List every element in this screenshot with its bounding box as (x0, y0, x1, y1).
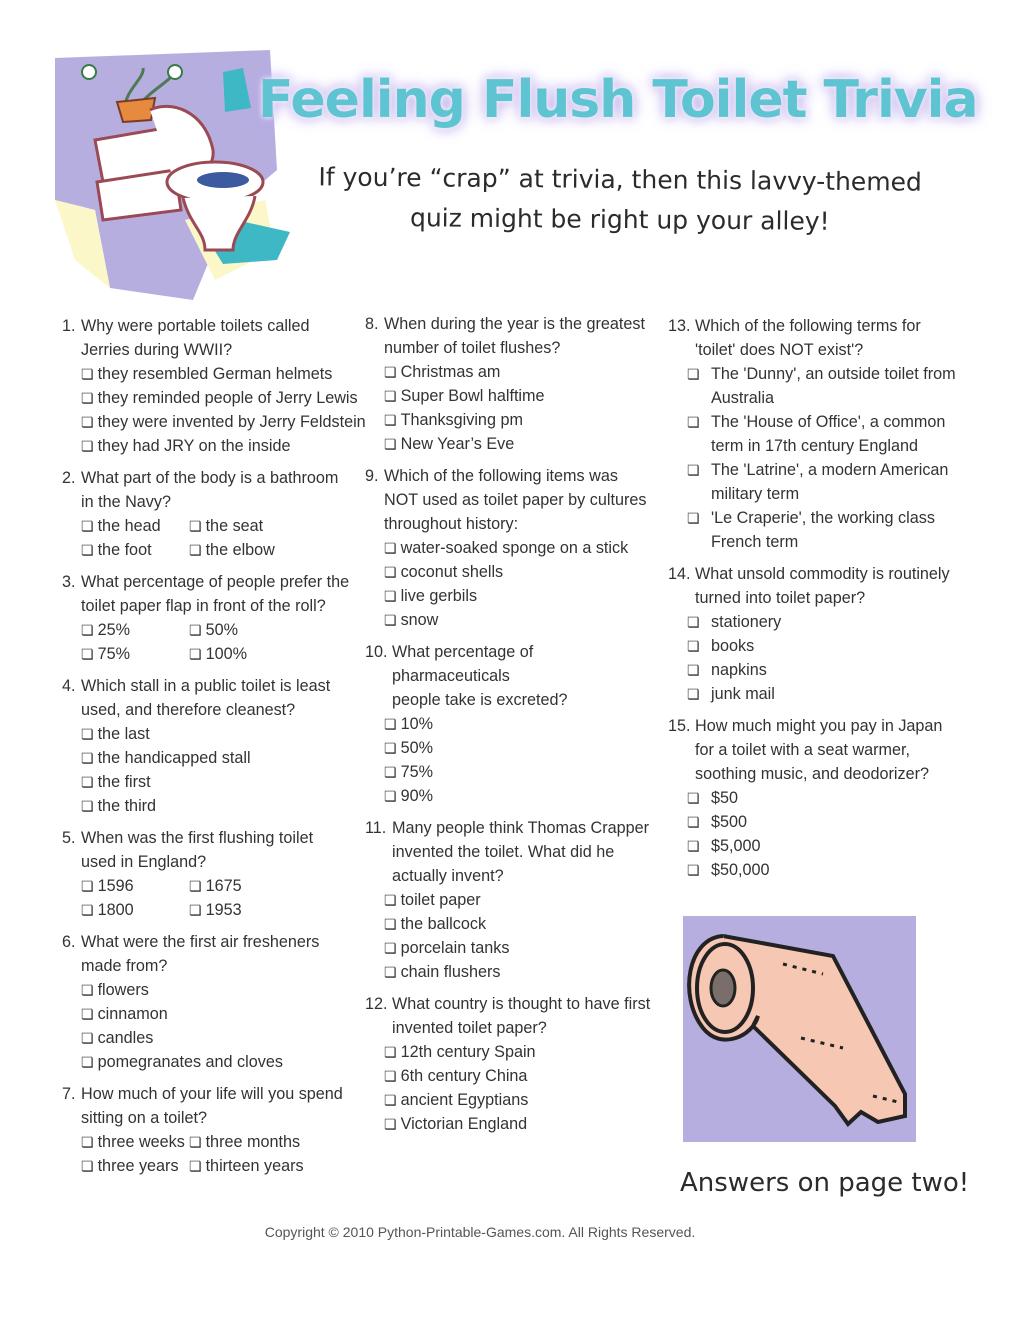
question-number: 13. (668, 317, 691, 335)
answer-option-label: 1675 (205, 877, 242, 895)
question-line: turned into toilet paper? (695, 589, 866, 607)
question-line: in the Navy? (81, 493, 171, 511)
question-line: used in England? (81, 853, 207, 871)
question-number: 3. (62, 573, 76, 591)
answer-option[interactable] (384, 784, 655, 808)
copyright: Copyright © 2010 Python-Printable-Games.com. All Rights Reserved. (264, 1224, 696, 1240)
answer-option-label: snow (400, 611, 439, 629)
checkbox-icon[interactable]: ❏ (81, 982, 94, 998)
checkbox-icon[interactable]: ❏ (189, 542, 202, 558)
answer-option[interactable] (384, 1088, 655, 1112)
answer-option[interactable] (687, 810, 958, 834)
checkbox-icon[interactable]: ❏ (81, 414, 94, 430)
answer-option[interactable] (81, 1130, 189, 1154)
question-4 (62, 674, 352, 818)
question-line: What country is thought to have first (392, 995, 651, 1013)
checkbox-icon[interactable]: ❏ (81, 646, 94, 662)
checkbox-icon[interactable]: ❏ (384, 412, 397, 428)
subtitle (300, 157, 941, 243)
answer-option[interactable] (189, 538, 299, 562)
checkbox-icon[interactable]: ❏ (384, 388, 397, 404)
question-header (365, 992, 655, 1040)
answer-options (365, 1040, 655, 1136)
question-8 (365, 312, 655, 456)
question-text (384, 464, 655, 536)
answer-option[interactable] (189, 514, 299, 538)
question-number: 14. (668, 565, 691, 583)
question-line: made from? (81, 957, 168, 975)
checkbox-icon[interactable]: ❏ (687, 510, 700, 526)
answer-option[interactable] (384, 432, 655, 456)
answer-option-label: 50% (205, 621, 238, 639)
checkbox-icon[interactable]: ❏ (81, 798, 94, 814)
checkbox-icon[interactable]: ❏ (687, 614, 700, 630)
answer-option[interactable] (81, 722, 352, 746)
question-text (392, 992, 655, 1040)
answer-options (62, 1130, 352, 1178)
checkbox-icon[interactable]: ❏ (81, 1030, 94, 1046)
answer-option[interactable] (384, 584, 655, 608)
question-header (62, 826, 352, 874)
answer-option-label: the foot (97, 541, 152, 559)
answer-option[interactable] (81, 514, 189, 538)
answer-option[interactable] (384, 360, 655, 384)
answer-option[interactable] (384, 408, 655, 432)
answer-option-label: 50% (400, 739, 433, 757)
answer-option-label: cinnamon (97, 1005, 168, 1023)
answer-option[interactable] (81, 362, 352, 386)
checkbox-icon[interactable]: ❏ (384, 916, 397, 932)
answer-option-label: $5,000 (711, 837, 761, 855)
question-line: Jerries during WWII? (81, 341, 233, 359)
answer-option[interactable] (384, 736, 655, 760)
checkbox-icon[interactable]: ❏ (384, 1044, 397, 1060)
answer-option-label: they were invented by Jerry Feldstein (97, 413, 366, 431)
question-number: 12. (365, 995, 388, 1013)
checkbox-icon[interactable]: ❏ (384, 364, 397, 380)
question-line: Which of the following items was (384, 467, 618, 485)
answer-option-label: 'Le Craperie', the working class French term (711, 509, 935, 551)
question-header (62, 314, 352, 362)
answer-option-label: pomegranates and cloves (97, 1053, 283, 1071)
answer-option[interactable] (687, 786, 958, 810)
question-header (62, 930, 352, 978)
answer-option-label: the seat (205, 517, 264, 535)
question-header (668, 314, 958, 362)
answer-option-label: chain flushers (400, 963, 501, 981)
question-number: 4. (62, 677, 76, 695)
answer-option-label: the elbow (205, 541, 275, 559)
answer-option[interactable] (189, 898, 299, 922)
answer-option[interactable] (687, 658, 958, 682)
answer-options (62, 618, 352, 666)
checkbox-icon[interactable]: ❏ (81, 1054, 94, 1070)
question-line: How much of your life will you spend (81, 1085, 343, 1103)
answer-option-label: Super Bowl halftime (400, 387, 545, 405)
answer-option-label: the third (97, 797, 157, 815)
question-line: What unsold commodity is routinely (695, 565, 950, 583)
checkbox-icon[interactable]: ❏ (687, 662, 700, 678)
answer-option[interactable] (687, 362, 958, 410)
answer-option[interactable] (384, 936, 655, 960)
checkbox-icon[interactable]: ❏ (384, 564, 397, 580)
answer-option-label: the ballcock (400, 915, 487, 933)
answer-option-label: the last (97, 725, 150, 743)
checkbox-icon[interactable]: ❏ (687, 814, 700, 830)
question-line: throughout history: (384, 515, 519, 533)
answer-option[interactable] (687, 634, 958, 658)
checkbox-icon[interactable]: ❏ (189, 1158, 202, 1174)
question-number: 5. (62, 829, 76, 847)
question-line: What part of the body is a bathroom (81, 469, 339, 487)
answer-option[interactable] (81, 898, 189, 922)
question-line: When during the year is the greatest (384, 315, 645, 333)
checkbox-icon[interactable]: ❏ (81, 902, 94, 918)
answer-option-label: The 'Dunny', an outside toilet from Australia (711, 365, 956, 407)
answer-option[interactable] (384, 712, 655, 736)
answer-option-label: 90% (400, 787, 433, 805)
question-text (81, 466, 352, 514)
checkbox-icon[interactable]: ❏ (189, 622, 202, 638)
question-5 (62, 826, 352, 922)
answer-option-label: junk mail (711, 685, 775, 703)
checkbox-icon[interactable]: ❏ (687, 462, 700, 478)
checkbox-icon[interactable]: ❏ (384, 1092, 397, 1108)
answer-option[interactable] (384, 888, 655, 912)
answer-option[interactable] (81, 538, 189, 562)
question-number: 9. (365, 467, 379, 485)
checkbox-icon[interactable]: ❏ (81, 518, 94, 534)
checkbox-icon[interactable]: ❏ (687, 686, 700, 702)
answer-option-label: ancient Egyptians (400, 1091, 529, 1109)
question-line: Which of the following terms for (695, 317, 921, 335)
question-number: 6. (62, 933, 76, 951)
answer-option[interactable] (687, 610, 958, 634)
question-header (365, 312, 655, 360)
answer-options (365, 712, 655, 808)
checkbox-icon[interactable]: ❏ (81, 1158, 94, 1174)
question-header (62, 1082, 352, 1130)
answer-option-label: Thanksgiving pm (400, 411, 523, 429)
question-text (81, 314, 352, 362)
answer-options (62, 362, 366, 458)
answer-option-label: The 'Latrine', a modern American military term (711, 461, 949, 503)
question-header (668, 562, 958, 610)
question-6 (62, 930, 352, 1074)
question-text (392, 816, 655, 888)
question-line: What percentage of pharmaceuticals (392, 643, 534, 685)
answer-option[interactable] (81, 770, 352, 794)
answer-option[interactable] (189, 1130, 299, 1154)
question-1 (62, 314, 366, 458)
answer-option-label: porcelain tanks (400, 939, 510, 957)
question-text (81, 826, 352, 874)
answer-option-label: coconut shells (400, 563, 504, 581)
answer-option-label: 1800 (97, 901, 134, 919)
checkbox-icon[interactable]: ❏ (384, 740, 397, 756)
question-number: 7. (62, 1085, 76, 1103)
answer-options (365, 536, 655, 632)
question-text (695, 562, 958, 610)
answer-options (668, 610, 958, 706)
answer-option-label: New Year’s Eve (400, 435, 515, 453)
quiz-column-2 (365, 312, 655, 1144)
answer-option-label: 10% (400, 715, 433, 733)
question-line: invented the toilet. What did he (392, 843, 615, 861)
checkbox-icon[interactable]: ❏ (81, 750, 94, 766)
checkbox-icon[interactable]: ❏ (81, 1134, 94, 1150)
answer-option[interactable] (81, 1002, 352, 1026)
answer-option-label: the first (97, 773, 151, 791)
question-header (668, 714, 958, 786)
question-number: 10. (365, 643, 388, 661)
answers-note: Answers on page two! (680, 1168, 970, 1198)
question-number: 11. (365, 819, 387, 837)
answer-option[interactable] (189, 874, 299, 898)
answer-option-label: live gerbils (400, 587, 478, 605)
answer-option-label: 25% (97, 621, 130, 639)
checkbox-icon[interactable]: ❏ (81, 438, 94, 454)
answer-option[interactable] (189, 618, 299, 642)
quiz-column-3 (668, 314, 958, 890)
question-header (62, 466, 352, 514)
question-7 (62, 1082, 352, 1178)
answer-option-label: napkins (711, 661, 767, 679)
question-text (81, 1082, 352, 1130)
checkbox-icon[interactable]: ❏ (384, 764, 397, 780)
question-line: Which stall in a public toilet is least (81, 677, 331, 695)
question-12 (365, 992, 655, 1136)
question-number: 2. (62, 469, 76, 487)
question-line: What were the first air fresheners (81, 933, 320, 951)
answer-option[interactable] (81, 978, 352, 1002)
answer-option[interactable] (687, 682, 958, 706)
answer-option[interactable] (384, 1112, 655, 1136)
answer-option-label: three years (97, 1157, 179, 1175)
question-line: for a toilet with a seat warmer, (695, 741, 911, 759)
toilet-paper-roll-illustration (683, 916, 923, 1142)
question-line: used, and therefore cleanest? (81, 701, 296, 719)
answer-option-label: they reminded people of Jerry Lewis (97, 389, 358, 407)
answer-option[interactable] (81, 1026, 352, 1050)
checkbox-icon[interactable]: ❏ (81, 774, 94, 790)
checkbox-icon[interactable]: ❏ (384, 964, 397, 980)
checkbox-icon[interactable]: ❏ (687, 638, 700, 654)
answer-option-label: 75% (400, 763, 433, 781)
answer-option-label: they had JRY on the inside (97, 437, 291, 455)
checkbox-icon[interactable]: ❏ (384, 788, 397, 804)
checkbox-icon[interactable]: ❏ (384, 940, 397, 956)
checkbox-icon[interactable]: ❏ (81, 366, 94, 382)
answer-option-label: the head (97, 517, 161, 535)
answer-option[interactable] (687, 458, 958, 506)
checkbox-icon[interactable]: ❏ (81, 622, 94, 638)
answer-option-label: three months (205, 1133, 301, 1151)
question-line: invented toilet paper? (392, 1019, 547, 1037)
answer-option[interactable] (384, 1064, 655, 1088)
question-number: 15. (668, 717, 691, 735)
answer-option[interactable] (384, 1040, 655, 1064)
checkbox-icon[interactable]: ❏ (384, 436, 397, 452)
question-13 (668, 314, 958, 554)
checkbox-icon[interactable]: ❏ (189, 1134, 202, 1150)
question-15 (668, 714, 958, 882)
answer-option-label: the handicapped stall (97, 749, 251, 767)
checkbox-icon[interactable]: ❏ (687, 790, 700, 806)
checkbox-icon[interactable]: ❏ (384, 892, 397, 908)
question-line: NOT used as toilet paper by cultures (384, 491, 647, 509)
answer-option-label: 1953 (205, 901, 242, 919)
answer-option[interactable] (81, 642, 189, 666)
answer-option-label: three weeks (97, 1133, 185, 1151)
quiz-column-1 (62, 314, 366, 1186)
answer-options (668, 786, 958, 882)
answer-option[interactable] (81, 794, 352, 818)
question-header (62, 674, 352, 722)
answer-option-label: books (711, 637, 755, 655)
question-text (81, 674, 352, 722)
answer-option-label: stationery (711, 613, 782, 631)
question-line: toilet paper flap in front of the roll? (81, 597, 326, 615)
checkbox-icon[interactable]: ❏ (384, 588, 397, 604)
question-line: How much might you pay in Japan (695, 717, 943, 735)
checkbox-icon[interactable]: ❏ (384, 1068, 397, 1084)
question-header (62, 570, 352, 618)
question-header (365, 640, 655, 712)
answer-option-label: Victorian England (400, 1115, 528, 1133)
answer-option-label: $50,000 (711, 861, 770, 879)
answer-option[interactable] (384, 760, 655, 784)
answer-option[interactable] (81, 1050, 352, 1074)
question-text (81, 570, 352, 618)
question-text (81, 930, 352, 978)
answer-option[interactable] (81, 410, 366, 434)
answer-option[interactable] (687, 410, 958, 458)
answer-option-label: Christmas am (400, 363, 501, 381)
question-line: 'toilet' does NOT exist'? (695, 341, 864, 359)
answer-option-label: $50 (711, 789, 739, 807)
question-header (365, 816, 655, 888)
answer-options (365, 360, 655, 456)
checkbox-icon[interactable]: ❏ (687, 366, 700, 382)
checkbox-icon[interactable]: ❏ (81, 726, 94, 742)
checkbox-icon[interactable]: ❏ (189, 878, 202, 894)
checkbox-icon[interactable]: ❏ (189, 518, 202, 534)
question-header (365, 464, 655, 536)
question-line: number of toilet flushes? (384, 339, 561, 357)
answer-option-label: flowers (97, 981, 149, 999)
question-line: soothing music, and deodorizer? (695, 765, 929, 783)
answer-option-label: 75% (97, 645, 130, 663)
answer-option-label: water-soaked sponge on a stick (400, 539, 629, 557)
checkbox-icon[interactable]: ❏ (81, 878, 94, 894)
answer-option[interactable] (81, 434, 352, 458)
answer-option[interactable] (687, 858, 958, 882)
answer-option[interactable] (81, 874, 189, 898)
answer-option-label: The 'House of Office', a common term in 17th century England (711, 413, 946, 455)
question-line: Many people think Thomas Crapper (392, 819, 650, 837)
answer-option[interactable] (384, 560, 655, 584)
answer-option-label: 12th century Spain (400, 1043, 536, 1061)
answer-option[interactable] (81, 618, 189, 642)
question-number: 8. (365, 315, 379, 333)
question-10 (365, 640, 655, 808)
answer-option[interactable] (687, 506, 958, 554)
question-14 (668, 562, 958, 706)
answer-option[interactable] (81, 746, 352, 770)
answer-option[interactable] (384, 536, 655, 560)
answer-options (62, 978, 352, 1074)
subtitle-line-1: If you’re “crap” at trivia, then this lavvy-themed (318, 162, 922, 197)
answer-options (62, 514, 352, 562)
checkbox-icon[interactable]: ❏ (81, 390, 94, 406)
question-line: What percentage of people prefer the (81, 573, 350, 591)
question-line: sitting on a toilet? (81, 1109, 207, 1127)
answer-option-label: 100% (205, 645, 247, 663)
checkbox-icon[interactable]: ❏ (189, 646, 202, 662)
answer-option[interactable] (81, 1154, 189, 1178)
question-text (695, 714, 958, 786)
answer-options (62, 874, 352, 922)
question-line: actually invent? (392, 867, 504, 885)
checkbox-icon[interactable]: ❏ (384, 1116, 397, 1132)
answer-option[interactable] (384, 608, 655, 632)
question-line: people take is excreted? (392, 691, 568, 709)
checkbox-icon[interactable]: ❏ (81, 542, 94, 558)
answer-option[interactable] (687, 834, 958, 858)
answer-option[interactable] (384, 912, 655, 936)
checkbox-icon[interactable]: ❏ (189, 902, 202, 918)
question-text (695, 314, 958, 362)
answer-option-label: thirteen years (205, 1157, 304, 1175)
question-2 (62, 466, 352, 562)
question-3 (62, 570, 352, 666)
answer-option[interactable] (384, 960, 655, 984)
question-text (384, 312, 655, 360)
question-text (392, 640, 655, 712)
question-number: 1. (62, 317, 76, 335)
answer-option-label: $500 (711, 813, 748, 831)
answer-options (62, 722, 352, 818)
answer-option-label: they resembled German helmets (97, 365, 333, 383)
question-11 (365, 816, 655, 984)
checkbox-icon[interactable]: ❏ (384, 540, 397, 556)
checkbox-icon[interactable]: ❏ (384, 612, 397, 628)
answer-option[interactable] (384, 384, 655, 408)
answer-options (365, 888, 655, 984)
checkbox-icon[interactable]: ❏ (384, 716, 397, 732)
question-line: When was the first flushing toilet (81, 829, 314, 847)
answer-option[interactable] (189, 1154, 304, 1178)
checkbox-icon[interactable]: ❏ (687, 414, 700, 430)
answer-option-label: 6th century China (400, 1067, 528, 1085)
answer-option-label: candles (97, 1029, 154, 1047)
answer-option-label: 1596 (97, 877, 134, 895)
page-title: Feeling Flush Toilet Trivia (258, 70, 978, 130)
question-line: Why were portable toilets called (81, 317, 310, 335)
answer-option-label: toilet paper (400, 891, 481, 909)
checkbox-icon[interactable]: ❏ (687, 838, 700, 854)
answer-option[interactable] (189, 642, 299, 666)
checkbox-icon[interactable]: ❏ (81, 1006, 94, 1022)
question-9 (365, 464, 655, 632)
answer-options (668, 362, 958, 554)
answer-option[interactable] (81, 386, 358, 410)
subtitle-line-2: quiz might be right up your alley! (409, 203, 830, 236)
checkbox-icon[interactable]: ❏ (687, 862, 700, 878)
